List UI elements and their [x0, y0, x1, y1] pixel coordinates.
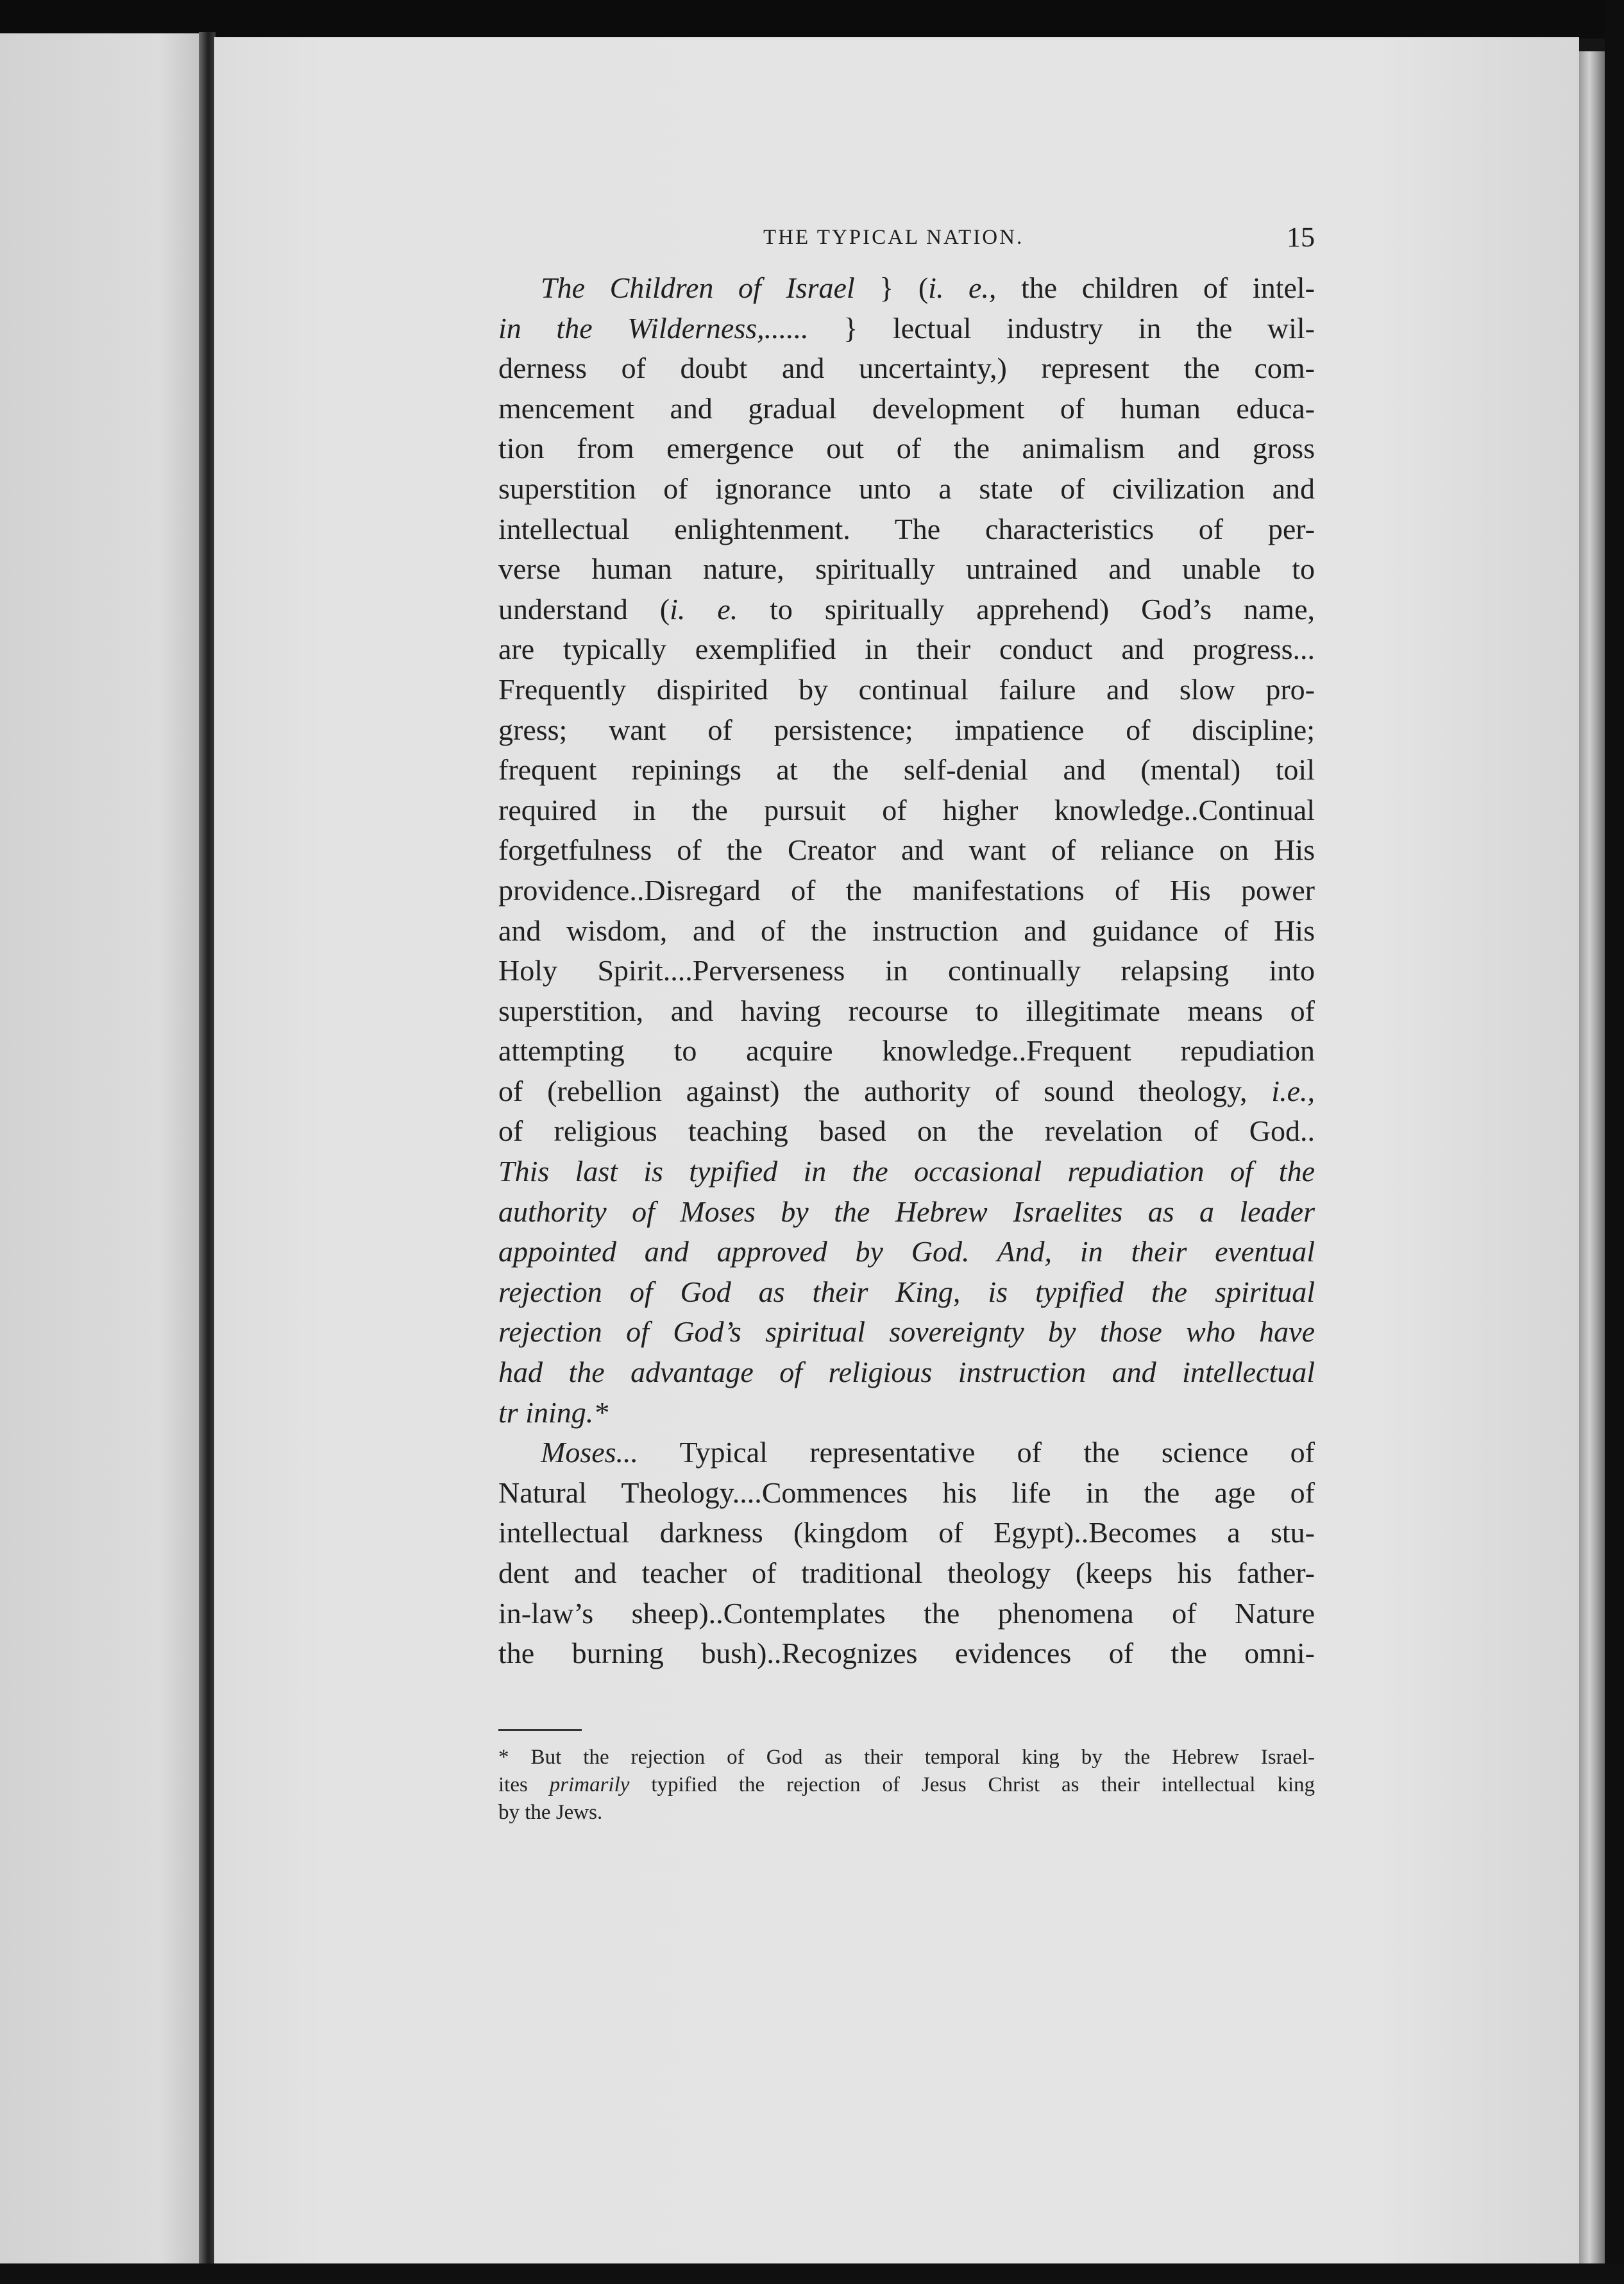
page-header [498, 218, 1315, 257]
text-span: the children of intel- [996, 271, 1315, 304]
text-span: the burning bush)..Recognizes evidences of the omni- [498, 1637, 1315, 1670]
text-span: to spiritually apprehend) God’s name, [738, 592, 1315, 626]
text-span: Natural Theology....Commences his life in the age of [498, 1476, 1315, 1509]
text-span: tr ining.* [498, 1395, 609, 1429]
text-line [498, 871, 1315, 911]
text-span: understand ( [498, 592, 670, 626]
text-span: had the advantage of religious instruction and intellectual [498, 1356, 1315, 1389]
text-span: Typical representative of the science of [638, 1436, 1315, 1469]
scan-right-border [1605, 0, 1624, 2284]
text-line [498, 309, 1315, 349]
text-line [498, 911, 1315, 951]
text-span: verse human nature, spiritually untrained and unable to [498, 552, 1315, 586]
text-line [498, 1192, 1315, 1232]
text-span: and wisdom, and of the instruction and guidance of His [498, 914, 1315, 947]
text-span: appointed and approved by God. And, in their eventual [498, 1235, 1315, 1268]
text-line [498, 951, 1315, 991]
text-span: The Children of Israel [541, 271, 855, 304]
text-span: rejection of God’s spiritual sovereignty by those who have [498, 1315, 1315, 1349]
running-title: THE TYPICAL NATION. [763, 226, 1024, 249]
text-line [498, 1473, 1315, 1513]
text-line [498, 790, 1315, 831]
text-span: } ( [854, 271, 929, 304]
text-line [498, 429, 1315, 469]
text-line [498, 1594, 1315, 1634]
text-line [498, 1513, 1315, 1553]
text-span: mencement and gradual development of human educa- [498, 391, 1315, 425]
text-span: ites [498, 1773, 550, 1796]
text-span: rejection of God as their King, is typified the spiritual [498, 1275, 1315, 1308]
footnote-rule [498, 1729, 582, 1731]
text-span: in the Wilderness,...... [498, 311, 809, 345]
text-span: of religious teaching based on the revelation of God.. [498, 1114, 1315, 1148]
text-line [498, 750, 1315, 790]
text-line [498, 629, 1315, 670]
page-number: 15 [1287, 221, 1315, 253]
text-line [498, 1272, 1315, 1313]
text-line [498, 590, 1315, 630]
text-line [498, 549, 1315, 590]
text-line [498, 670, 1315, 710]
text-span: dent and teacher of traditional theology (keeps his father- [498, 1556, 1315, 1589]
text-span: * But the rejection of God as their temporal king by the Hebrew Israel- [498, 1746, 1315, 1769]
text-span: superstition of ignorance unto a state of civilization and [498, 472, 1315, 505]
scan-top-border [0, 0, 1624, 38]
text-span: Holy Spirit....Perverseness in continually relapsing into [498, 954, 1315, 987]
text-span: gress; want of persistence; impatience of discipline; [498, 713, 1315, 746]
text-line [498, 1031, 1315, 1071]
page-edge [1579, 51, 1605, 2265]
text-span: required in the pursuit of higher knowledge..Continual [498, 793, 1315, 826]
text-line [498, 1312, 1315, 1352]
text-span: i. e., [928, 271, 997, 304]
text-span: are typically exemplified in their conduct and progress... [498, 633, 1315, 666]
text-line [498, 830, 1315, 871]
footnote [498, 1744, 1315, 1827]
text-line [498, 1071, 1315, 1112]
text-span: Frequently dispirited by continual failure and slow pro- [498, 672, 1315, 706]
previous-page-margin [0, 33, 200, 2272]
text-span: } lectual industry in the wil- [808, 311, 1315, 345]
text-span: Moses... [541, 1436, 639, 1469]
text-line [498, 469, 1315, 509]
text-line [498, 710, 1315, 751]
text-span: forgetfulness of the Creator and want of reliance on His [498, 833, 1315, 867]
text-line [498, 1111, 1315, 1152]
text-line [498, 1152, 1315, 1192]
text-span: in-law’s sheep)..Contemplates the phenomena of Nature [498, 1596, 1315, 1630]
body-text [498, 268, 1315, 1674]
text-line [498, 1553, 1315, 1594]
text-span: This last is typified in the occasional repudiation of the [498, 1155, 1315, 1188]
text-span: superstition, and having recourse to illegitimate means of [498, 994, 1315, 1027]
text-line [498, 268, 1315, 309]
text-span: typified the rejection of Jesus Christ as their intellectual king [629, 1773, 1315, 1796]
footnote-line [498, 1744, 1315, 1771]
text-span: providence..Disregard of the manifestations of His power [498, 873, 1315, 907]
footnote-line [498, 1771, 1315, 1799]
text-line [498, 1433, 1315, 1473]
text-span: of (rebellion against) the authority of sound theology, [498, 1074, 1272, 1107]
text-line [498, 389, 1315, 429]
scan-bottom-border [0, 2263, 1624, 2284]
book-gutter [199, 32, 216, 2278]
text-span: authority of Moses by the Hebrew Israelites as a leader [498, 1195, 1315, 1228]
text-line [498, 1352, 1315, 1393]
text-span: i.e., [1271, 1074, 1315, 1107]
text-span: tion from emergence out of the animalism and gross [498, 432, 1315, 465]
text-span: i. e. [670, 592, 738, 626]
text-line [498, 1633, 1315, 1674]
text-span: by the Jews. [498, 1801, 603, 1824]
footnote-line [498, 1799, 1315, 1827]
text-span: attempting to acquire knowledge..Frequent repudiation [498, 1034, 1315, 1068]
text-line [498, 991, 1315, 1032]
text-line [498, 348, 1315, 389]
text-line [498, 1232, 1315, 1272]
text-span: primarily [549, 1773, 630, 1796]
text-line [498, 509, 1315, 550]
text-span: derness of doubt and uncertainty,) represent the com- [498, 352, 1315, 385]
text-span: frequent repinings at the self-denial and (mental) toil [498, 753, 1315, 787]
text-span: intellectual enlightenment. The characteristics of per- [498, 512, 1315, 545]
text-line [498, 1393, 1315, 1433]
text-span: intellectual darkness (kingdom of Egypt)..Becomes a stu- [498, 1516, 1315, 1549]
